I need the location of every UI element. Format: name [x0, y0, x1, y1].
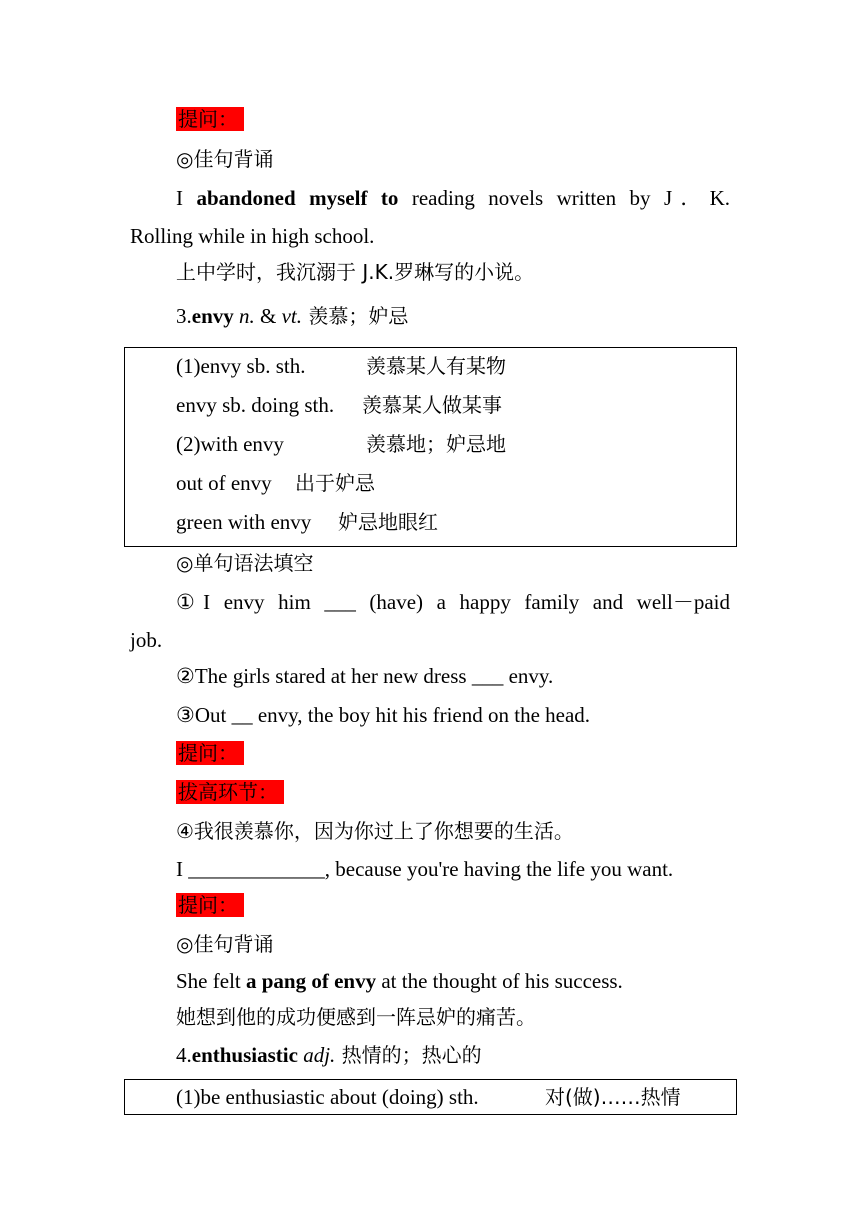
section-title-grammar-fill: ◎单句语法填空: [176, 551, 314, 575]
question-3: ③Out __ envy, the boy hit his friend on the head.: [176, 703, 591, 727]
phrase-cn: 出于妒忌: [295, 471, 375, 495]
phrase-cn: 羡慕地；妒忌地: [366, 432, 506, 456]
section-title-good-sentences: ◎佳句背诵: [176, 147, 274, 171]
phrase-cn: 妒忌地眼红: [338, 510, 438, 534]
question-1: ①I envy him ___ (have) a happy family and well－paid: [176, 590, 730, 614]
phrase-en: (2)with envy: [176, 432, 284, 456]
phrase-en: green with envy: [176, 510, 312, 534]
phrase-cn: 对(做)……热情: [545, 1085, 681, 1109]
question-tag: 提问：: [176, 105, 244, 133]
phrase-en: (1)envy sb. sth.: [176, 354, 306, 378]
example-sentence-en: I abandoned myself to reading novels written by J．K.: [176, 186, 730, 210]
word-heading-enthusiastic: 4.enthusiastic adj. 热情的；热心的: [176, 1043, 482, 1067]
advanced-tag: 拔高环节：: [176, 778, 284, 806]
question-4-cn: ④我很羡慕你，因为你过上了你想要的生活。: [176, 819, 574, 843]
question-tag: 提问：: [176, 891, 244, 919]
question-4-en: I _____________, because you're having the life you want.: [176, 857, 674, 881]
section-title-good-sentences: ◎佳句背诵: [176, 932, 274, 956]
example-sentence-cn: 上中学时，我沉溺于 J.K.罗琳写的小说。: [176, 260, 535, 284]
example-phrase: a pang of envy: [245, 969, 377, 993]
question-1-cont: job.: [130, 628, 163, 652]
question-2: ②The girls stared at her new dress ___ envy.: [176, 664, 554, 688]
phrase-en: (1)be enthusiastic about (doing) sth.: [176, 1085, 479, 1109]
example-phrase: abandoned myself to: [196, 186, 399, 210]
phrase-en: out of envy: [176, 471, 272, 495]
example-sentence-en-cont: Rolling while in high school.: [130, 224, 375, 248]
question-tag: 提问：: [176, 739, 244, 767]
phrase-cn: 羡慕某人有某物: [366, 354, 506, 378]
example-sentence-cn: 她想到他的成功便感到一阵忌妒的痛苦。: [176, 1005, 536, 1029]
word-heading-envy: 3.envy n. & vt. 羡慕；妒忌: [176, 304, 409, 328]
example-sentence-en: She felt a pang of envy at the thought of his success.: [176, 969, 623, 993]
phrase-en: envy sb. doing sth.: [176, 393, 335, 417]
phrase-cn: 羡慕某人做某事: [362, 393, 502, 417]
